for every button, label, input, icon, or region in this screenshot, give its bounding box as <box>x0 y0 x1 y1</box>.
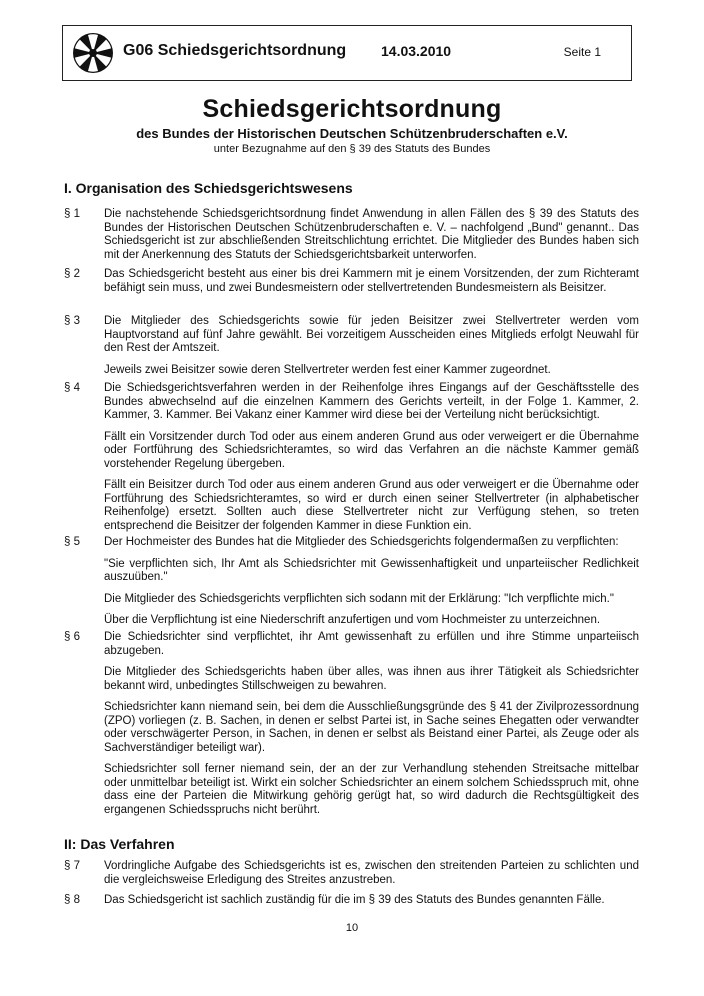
page-header <box>62 25 632 81</box>
section-heading-2: II: Das Verfahren <box>64 836 175 852</box>
header-page: Seite 1 <box>563 45 601 59</box>
document-subtitle: des Bundes der Historischen Deutschen Schützenbruderschaften e.V. <box>136 126 568 141</box>
paragraph-number: § 1 <box>64 208 80 220</box>
paragraph-8 <box>64 894 639 908</box>
paragraph-7 <box>64 860 639 887</box>
paragraph-text: Fällt ein Vorsitzender durch Tod oder aus einem anderen Grund aus oder verweigert er die Übernahme oder Fortführung des Schiedsrichteramtes, so wird das Verfahren an die nächste Kammer gemäß vorstehender Regelung übergeben. <box>104 430 639 470</box>
emblem-icon <box>71 31 115 75</box>
paragraph-text: Vordringliche Aufgabe des Schiedsgerichts ist es, zwischen den streitenden Parteien zu schlichten und die vergleichsweise Erledigung des Streites anzustreben. <box>104 860 639 886</box>
paragraph-4 <box>64 382 639 533</box>
paragraph-number: § 5 <box>64 536 80 548</box>
paragraph-number: § 3 <box>64 315 80 327</box>
paragraph-text: Die Mitglieder des Schiedsgerichts verpflichten sich sodann mit der Erklärung: "Ich verpflichte mich." <box>104 592 614 605</box>
section-heading-1: I. Organisation des Schiedsgerichtswesens <box>64 180 353 196</box>
paragraph-2 <box>64 268 639 295</box>
paragraph-text: Die Schiedsgerichtsverfahren werden in der Reihenfolge ihres Eingangs auf der Geschäftsstelle des Bundes abwechselnd auf die einzelnen Kammern des Gerichts verteilt, in der Folge 1. Kammer, 2. Kammer, 3. Kammer. Bei Vakanz einer Kammer wird diese bei der Verteilung nicht berücksichtigt. <box>104 382 639 421</box>
paragraph-text: Die nachstehende Schiedsgerichtsordnung findet Anwendung in allen Fällen des § 39 des Statuts des Bundes der Historischen Deutschen Schützenbruderschaften e. V. – nachfolgend „Bund" genannt.. Das Schiedsgericht ist zur abschließenden Streitschlichtung errichtet. Die Mitglieder des Bundes haben sich mit der Anerkennung des Statuts der Schiedsgerichtsbarkeit unterworfen. <box>104 208 639 261</box>
paragraph-3 <box>64 315 639 377</box>
page-number: 10 <box>345 922 359 934</box>
paragraph-text: Über die Verpflichtung ist eine Niederschrift anzufertigen und vom Hochmeister zu unterzeichnen. <box>104 614 601 626</box>
paragraph-number: § 7 <box>64 860 80 872</box>
paragraph-text: Schiedsrichter kann niemand sein, bei dem die Ausschließungsgründe des § 41 der Zivilprozessordnung (ZPO) vorliegen (z. B. Sachen, in denen er selbst Partei ist, in Sache seines Ehegatten oder verwandter oder verschwägerter Person, in Sachen, in denen er selbst als Beistand einer Partei, als Zeuge oder als Sachverständiger beteiligt war). <box>104 701 639 754</box>
paragraph-text: Jeweils zwei Beisitzer sowie deren Stellvertreter werden fest einer Kammer zugeordnet. <box>104 363 551 376</box>
paragraph-text: Die Schiedsrichter sind verpflichtet, ihr Amt gewissenhaft zu erfüllen und ihre Stimme unparteiisch abzugeben. <box>104 631 639 657</box>
paragraph-number: § 8 <box>64 894 80 906</box>
paragraph-text: Die Mitglieder des Schiedsgerichts haben über alles, was ihnen aus ihrer Tätigkeit als Schiedsrichter bekannt wird, unbedingtes Stillschweigen zu bewahren. <box>104 666 639 692</box>
paragraph-6 <box>64 631 639 817</box>
paragraph-text: Schiedsrichter soll ferner niemand sein, der an der zur Verhandlung stehenden Streitsache mittelbar oder unmittelbar beteiligt ist. Wirkt ein solcher Schiedsrichter an einem solchem Schiedsspruch mit, ohne dass eine der Parteien die Mitwirkung gehörig gerügt hat, so wird dadurch die Rechtsgültigkeit des ergangenen Schiedsspruchs nicht berührt. <box>104 763 639 816</box>
paragraph-text: Der Hochmeister des Bundes hat die Mitglieder des Schiedsgerichts folgendermaßen zu verpflichten: <box>104 536 619 548</box>
document-title: Schiedsgerichtsordnung <box>202 95 502 123</box>
header-date: 14.03.2010 <box>381 43 452 59</box>
document-reference: unter Bezugnahme auf den § 39 des Statuts des Bundes <box>213 143 491 155</box>
paragraph-5 <box>64 536 639 628</box>
paragraph-number: § 2 <box>64 268 80 280</box>
paragraph-number: § 4 <box>64 382 80 394</box>
paragraph-text: Das Schiedsgericht ist sachlich zuständig für die im § 39 des Statuts des Bundes genannten Fälle. <box>104 894 605 906</box>
paragraph-text: "Sie verpflichten sich, Ihr Amt als Schiedsrichter mit Gewissenhaftigkeit und unparteiischer Redlichkeit auszuüben." <box>104 557 639 583</box>
paragraph-text: Die Mitglieder des Schiedsgerichts sowie für jeden Beisitzer zwei Stellvertreter werden vom Hauptvorstand auf fünf Jahre gewählt. Bei vorzeitigem Ausscheiden eines Mitglieds erfolgt Neuwahl für den Rest der Amtszeit. <box>104 315 639 354</box>
paragraph-text: Fällt ein Beisitzer durch Tod oder aus einem anderen Grund aus oder verweigert er die Übernahme oder Fortführung des Schiedsrichteramtes, so wird er durch einen seiner Stellvertreter (in alphabetischer Reihenfolge) ersetzt. Sollten auch diese Stellvertreter nicht zur Verfügung stehen, so treten entsprechend die Beisitzer der folgenden Kammer in diese Funktion ein. <box>104 479 639 532</box>
paragraph-1 <box>64 208 639 262</box>
paragraph-number: § 6 <box>64 631 80 643</box>
paragraph-text: Das Schiedsgericht besteht aus einer bis drei Kammern mit je einem Vorsitzenden, der zum Richteramt befähigt sein muss, und zwei Bundesmeistern oder stellvertretenden Bundesmeistern als Beisitzer. <box>104 268 639 294</box>
header-title: G06 Schiedsgerichtsordnung <box>123 42 347 59</box>
